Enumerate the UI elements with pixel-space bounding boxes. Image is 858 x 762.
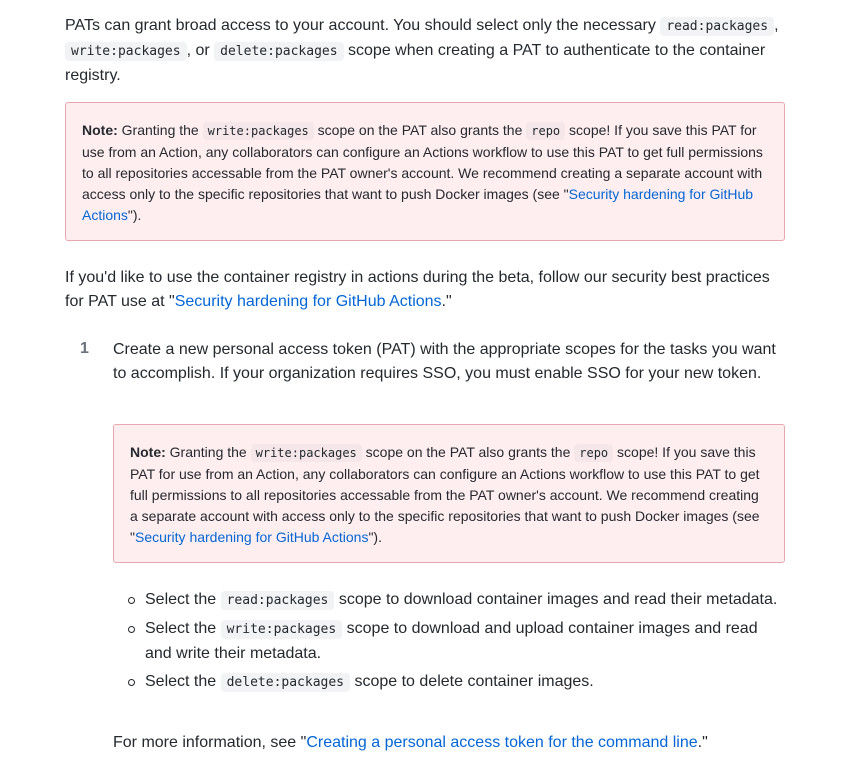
- paragraph-text: For more information, see ": [113, 734, 307, 751]
- security-hardening-link[interactable]: Security hardening for GitHub Actions: [174, 293, 442, 310]
- note-text: Granting the: [121, 122, 199, 138]
- note-text: Granting the: [169, 444, 247, 460]
- paragraph-text-end: .": [441, 293, 452, 310]
- bullet-circle-icon: [128, 679, 135, 686]
- note-text: scope on the PAT also grants the: [365, 444, 571, 460]
- code-read-packages: read:packages: [221, 591, 335, 610]
- code-repo: repo: [574, 444, 613, 462]
- create-pat-link[interactable]: Creating a personal access token for the command line: [306, 734, 698, 751]
- note-text: scope on the PAT also grants the: [317, 122, 523, 138]
- list-item-text: scope to delete container images.: [354, 673, 594, 690]
- list-item-text: scope to download container images and read their metadata.: [338, 591, 778, 608]
- code-repo: repo: [526, 122, 565, 140]
- scope-list: [113, 588, 785, 699]
- list-item-text: Select the: [145, 620, 217, 637]
- actions-beta-paragraph: [65, 266, 785, 314]
- note-text-end: ").: [127, 207, 142, 223]
- list-item: [113, 670, 785, 695]
- list-item-text: Select the: [145, 673, 217, 690]
- step-text: Create a new personal access token (PAT) with the appropriate scopes for the tasks you want to accomplish. If your organization requires SSO, you must enable SSO for your new token.: [113, 341, 776, 382]
- list-item-text: Select the: [145, 591, 217, 608]
- more-info-paragraph: [113, 731, 785, 755]
- note-label: Note:: [82, 122, 118, 138]
- code-write-packages: write:packages: [65, 42, 187, 61]
- security-hardening-link[interactable]: Security hardening for GitHub Actions: [134, 529, 369, 545]
- bullet-circle-icon: [128, 626, 135, 633]
- intro-paragraph: [65, 14, 785, 88]
- code-write-packages: write:packages: [203, 122, 314, 140]
- code-write-packages: write:packages: [221, 620, 343, 639]
- note-text-end: ").: [368, 529, 382, 545]
- intro-text-end: scope when creating a PAT to authenticate to the container registry.: [65, 42, 766, 84]
- list-item-text: scope to download and upload container images and read and write their metadata.: [145, 620, 758, 662]
- intro-separator: , or: [186, 42, 210, 59]
- intro-text: PATs can grant broad access to your account. You should select only the necessary: [65, 17, 656, 34]
- list-item: [113, 617, 785, 666]
- note-warning-box: [65, 102, 785, 241]
- security-hardening-link[interactable]: Security hardening for GitHub Actions: [82, 186, 754, 223]
- paragraph-text-end: .": [697, 734, 708, 751]
- note-warning-box: [113, 424, 785, 563]
- code-read-packages: read:packages: [660, 17, 774, 36]
- step-number: 1: [80, 340, 89, 357]
- paragraph-text: If you'd like to use the container registry in actions during the beta, follow our security best practices for PAT use at ": [65, 269, 770, 310]
- intro-separator: ,: [774, 17, 779, 34]
- bullet-circle-icon: [128, 597, 135, 604]
- code-write-packages: write:packages: [251, 444, 362, 462]
- code-delete-packages: delete:packages: [214, 42, 343, 61]
- list-item: [113, 588, 785, 613]
- note-text: scope! If you save this PAT for use from an Action, any collaborators can configure an Actions workflow to use this PAT to get full permissions to all repositories accessable from the PAT owner's account. We recommend creating a separate account with access only to the specific repositories that want to push Docker images (see ": [130, 444, 760, 545]
- code-delete-packages: delete:packages: [221, 673, 350, 692]
- note-text: scope! If you save this PAT for use from an Action, any collaborators can configure an Actions workflow to use this PAT to get full permissions to all repositories accessable from the PAT owner's account. We recommend creating a separate account with access only to the specific repositories that want to push Docker images (see ": [82, 122, 763, 202]
- note-label: Note:: [130, 444, 166, 460]
